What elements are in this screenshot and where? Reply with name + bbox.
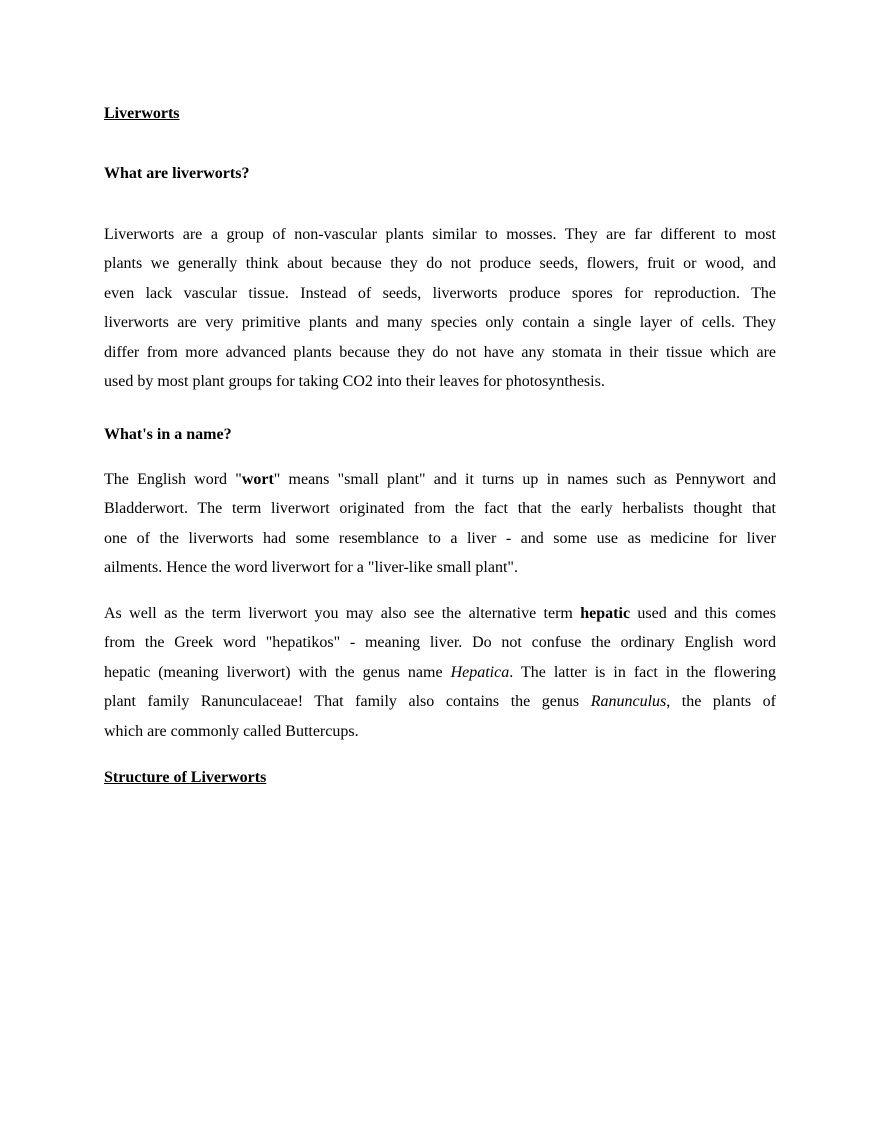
text-run: . The latter is in fact in the flowering <box>509 663 776 681</box>
heading-structure-of-liverworts: Structure of Liverworts <box>104 769 267 786</box>
italic-term: Ranunculus <box>590 693 667 711</box>
text-run: which are commonly called Buttercups. <box>104 722 359 740</box>
text-run: The English word " <box>104 471 242 488</box>
paragraph-wort <box>104 465 776 583</box>
text-run: , the plants of <box>666 693 776 711</box>
text-run: plants we generally think about because they do not produce seeds, flowers, fruit or wood, and <box>104 255 776 273</box>
bold-term: wort <box>241 471 274 488</box>
text-line <box>104 599 776 628</box>
text-line <box>104 367 776 396</box>
text-run: from the Greek word "hepatikos" - meaning liver. Do not confuse the ordinary English word <box>104 634 776 652</box>
paragraph-hepatic <box>104 599 776 746</box>
bold-term: hepatic <box>580 605 631 622</box>
text-line <box>104 687 776 716</box>
heading-what-are-liverworts: What are liverworts? <box>104 165 250 182</box>
text-run: even lack vascular tissue. Instead of seeds, liverworts produce spores for reproduction. The <box>104 284 776 302</box>
text-run: used by most plant groups for taking CO2 into their leaves for photosynthesis. <box>104 373 605 391</box>
text-run: " means "small plant" and it turns up in names such as Pennywort and <box>273 471 776 488</box>
text-line <box>104 553 776 582</box>
text-run: differ from more advanced plants because they do not have any stomata in their tissue which are <box>104 343 776 361</box>
heading-whats-in-a-name: What's in a name? <box>104 426 232 443</box>
paragraph-intro <box>104 220 776 396</box>
text-run: plant family Ranunculaceae! That family also contains the genus <box>104 693 591 711</box>
text-run: As well as the term liverwort you may also see the alternative term <box>104 605 581 622</box>
text-line <box>104 220 776 249</box>
text-line <box>104 494 776 523</box>
text-run: one of the liverworts had some resemblance to a liver - and some use as medicine for liver <box>104 529 776 547</box>
text-line <box>104 717 776 746</box>
text-run: hepatic (meaning liverwort) with the genus name <box>104 663 451 681</box>
text-line <box>104 308 776 337</box>
text-line <box>104 628 776 657</box>
text-line <box>104 658 776 687</box>
text-line <box>104 465 776 494</box>
document-title: Liverworts <box>104 105 180 122</box>
text-run: Liverworts are a group of non-vascular plants similar to mosses. They are far different to most <box>104 226 776 243</box>
text-run: used and this comes <box>630 605 776 622</box>
text-line <box>104 249 776 278</box>
text-line <box>104 524 776 553</box>
text-run: liverworts are very primitive plants and many species only contain a single layer of cells. They <box>104 314 776 332</box>
text-line <box>104 279 776 308</box>
italic-term: Hepatica <box>450 663 510 681</box>
text-line <box>104 338 776 367</box>
text-run: Bladderwort. The term liverwort originated from the fact that the early herbalists thought that <box>104 500 776 518</box>
text-run: ailments. Hence the word liverwort for a "liver-like small plant". <box>104 559 518 577</box>
